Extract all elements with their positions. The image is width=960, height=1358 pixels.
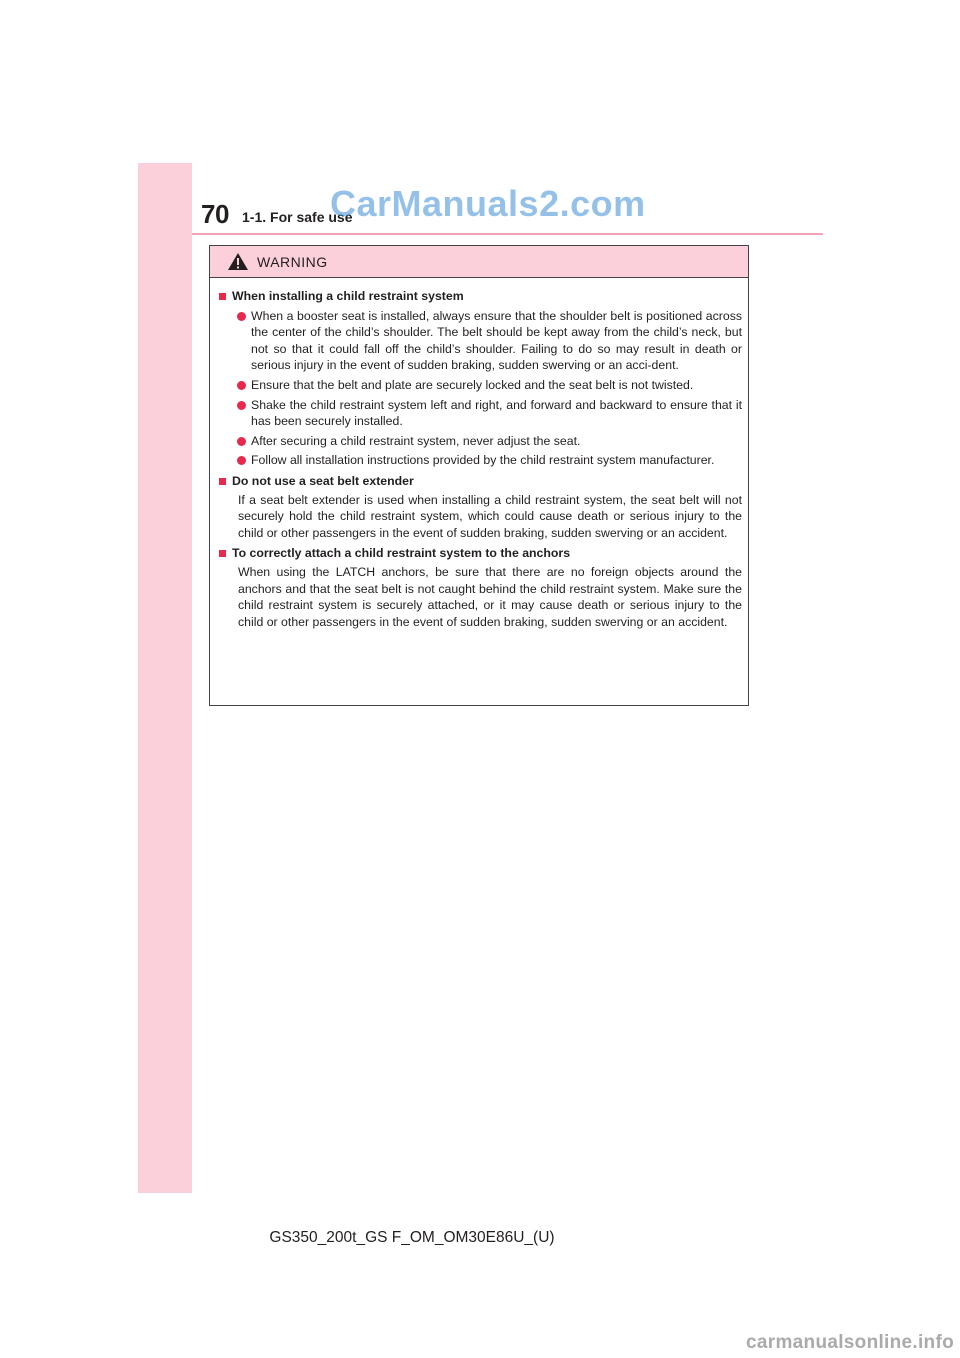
square-bullet-icon (219, 550, 226, 557)
round-bullet-icon (237, 401, 246, 410)
round-bullet-icon (237, 437, 246, 446)
list-item: Ensure that the belt and plate are securely locked and the seat belt is not twisted. (237, 377, 742, 394)
round-bullet-icon (237, 381, 246, 390)
site-watermark: CarManuals2.com (330, 183, 646, 224)
section-title: 1-1. For safe use (242, 209, 353, 225)
list-item: After securing a child restraint system, never adjust the seat. (237, 433, 742, 450)
warning-body (210, 278, 748, 630)
list-item: Shake the child restraint system left and right, and forward and backward to ensure that it has been securely installed. (237, 397, 742, 430)
page-number: 70 (201, 199, 229, 229)
square-bullet-icon (219, 478, 226, 485)
warning-triangle-icon (227, 252, 249, 271)
warning-header (210, 246, 748, 278)
section-heading: When installing a child restraint system (219, 288, 742, 305)
section-heading: To correctly attach a child restraint system to the anchors (219, 545, 742, 562)
square-bullet-icon (219, 293, 226, 300)
section-heading: Do not use a seat belt extender (219, 473, 742, 490)
section-paragraph: If a seat belt extender is used when installing a child restraint system, the seat belt will not securely hold the child restraint system, which could cause death or serious injury to the child or other passengers in the event of sudden braking, sudden swerving or an accident. (238, 492, 742, 540)
manual-code-footer: GS350_200t_GS F_OM_OM30E86U_(U) (269, 1229, 555, 1246)
section-paragraph: When using the LATCH anchors, be sure that there are no foreign objects around the anchors and that the seat belt is not caught behind the child restraint system. Make sure the child restraint system is securely attached, or it may cause death or serious injury to the child or other passengers in the event of sudden braking, sudden swerving or an accident. (238, 564, 742, 629)
round-bullet-icon (237, 456, 246, 465)
warning-box (209, 245, 749, 706)
warning-title: WARNING (257, 253, 328, 270)
corner-watermark: carmanualsonline.info (746, 1332, 954, 1353)
list-item: Follow all installation instructions provided by the child restraint system manufacturer. (237, 452, 742, 469)
header-rule (192, 233, 823, 235)
list-item: When a booster seat is installed, always ensure that the shoulder belt is positioned across the center of the child’s shoulder. The belt should be kept away from the child’s neck, but not so that it could fall off the child’s shoulder. Failing to do so may result in death or serious injury in the event of sudden braking, sudden swerving or an acci-dent. (237, 308, 742, 374)
side-color-band (138, 163, 192, 1193)
round-bullet-icon (237, 312, 246, 321)
